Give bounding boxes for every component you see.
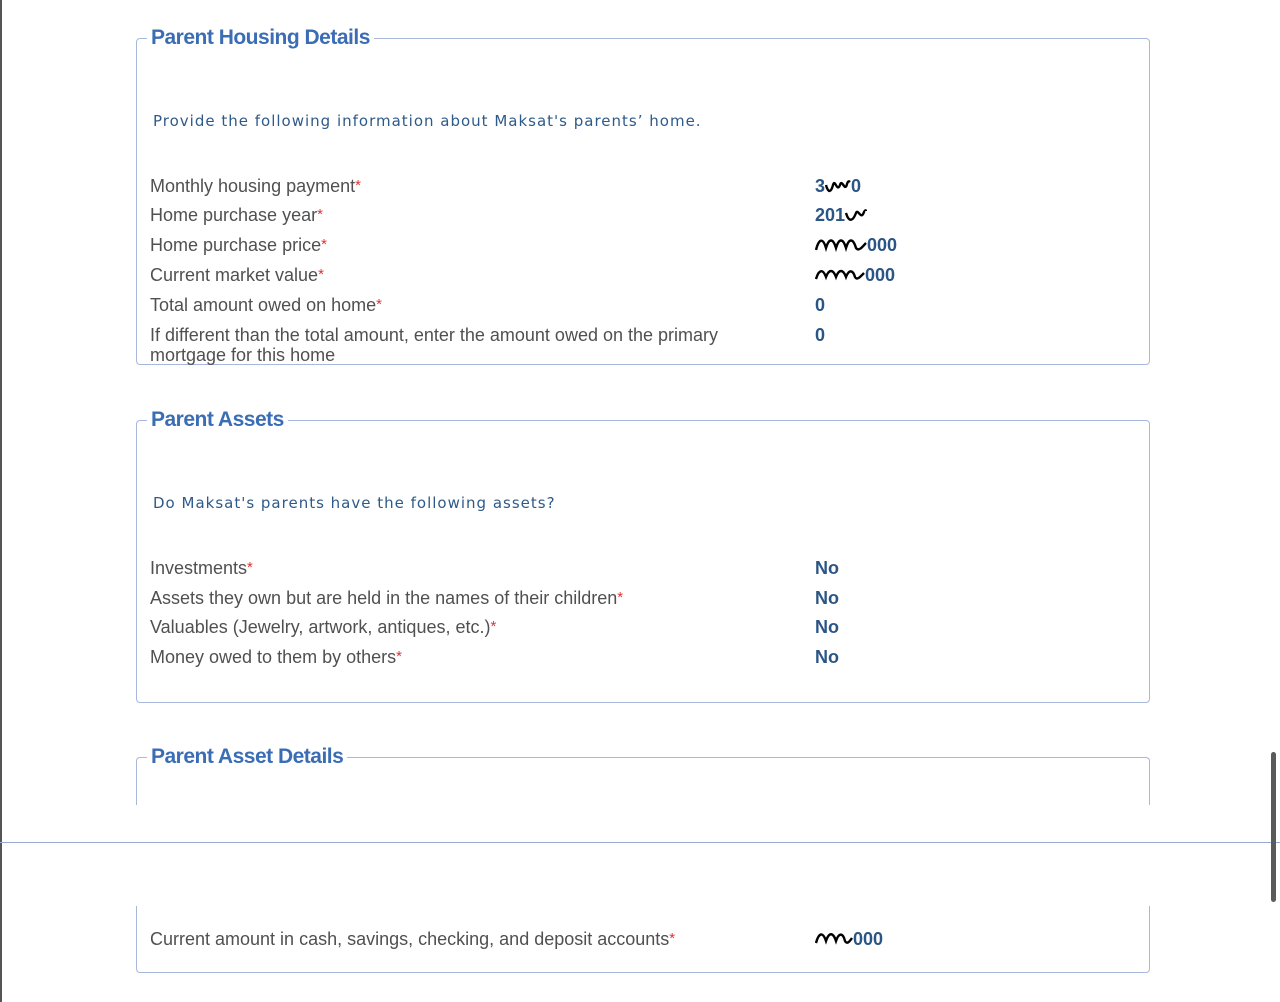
page-left-edge [0,0,2,1002]
field-value-money-owed-to-them: No [815,647,839,667]
scrollbar[interactable] [1271,752,1276,902]
parent-asset-details-continued [136,906,1150,973]
parent-assets-section [136,408,1150,703]
field-value-investments: No [815,558,839,578]
field-label-money-owed-to-them: Money owed to them by others* [150,647,402,667]
field-label-assets-held-by-children: Assets they own but are held in the names of their children* [150,588,624,608]
parent-asset-details-section [136,745,1150,805]
required-marker: * [321,236,327,253]
field-value-cash-savings-accounts: 000 [815,929,883,949]
field-label-cash-savings-accounts: Current amount in cash, savings, checking, and deposit accounts* [150,929,676,949]
required-marker: * [317,206,323,223]
redaction-scribble [845,207,867,223]
redaction-scribble [815,266,865,284]
field-label-home-purchase-year: Home purchase year* [150,205,323,225]
required-marker: * [490,618,497,635]
field-label-monthly-housing-payment: Monthly housing payment* [150,176,361,196]
redaction-scribble [825,178,851,194]
field-value-primary-mortgage-owed: 0 [815,325,826,345]
required-marker: * [669,930,676,947]
field-label-total-amount-owed: Total amount owed on home* [150,295,382,315]
field-value-valuables: No [815,617,839,637]
required-marker: * [355,177,361,194]
section-title: Parent Housing Details [151,26,370,49]
field-value-assets-held-by-children: No [815,588,839,608]
section-title: Parent Assets [151,408,284,431]
parent-housing-details-section [136,26,1150,365]
required-marker: * [318,266,324,283]
redaction-scribble [815,236,867,254]
required-marker: * [617,589,624,606]
field-label-investments: Investments* [150,558,253,578]
field-value-home-purchase-price: 000 [815,235,897,255]
redaction-scribble [815,930,853,948]
required-marker: * [376,296,382,313]
field-value-current-market-value: 000 [815,265,895,285]
field-value-total-amount-owed: 0 [815,295,826,315]
section-prompt: Do Maksat's parents have the following assets? [153,494,556,512]
field-value-home-purchase-year: 201 [815,205,867,225]
required-marker: * [247,559,253,576]
field-label-home-purchase-price: Home purchase price* [150,235,327,255]
section-title: Parent Asset Details [151,745,344,768]
required-marker: * [396,648,402,665]
field-label-current-market-value: Current market value* [150,265,324,285]
field-label-valuables: Valuables (Jewelry, artwork, antiques, etc.)* [150,617,497,637]
page-break-divider [0,842,1280,843]
field-label-primary-mortgage-owed: If different than the total amount, enter the amount owed on the primary mortgage for this home [150,325,719,365]
field-value-monthly-housing-payment: 3 0 [815,176,862,196]
section-prompt: Provide the following information about Maksat's parents’ home. [153,112,702,130]
